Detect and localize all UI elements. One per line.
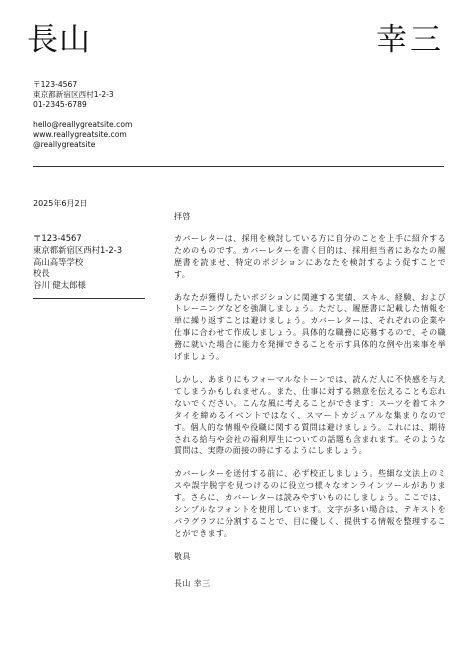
letter-signature: 長山 幸三	[174, 578, 211, 588]
sender-phone: 01-2345-6789	[33, 100, 87, 110]
sender-website[interactable]: www.reallygreatsite.com	[33, 130, 127, 140]
letter-body	[174, 211, 446, 590]
given-name: 幸三	[376, 22, 444, 58]
recipient-block	[33, 233, 122, 292]
sender-address: 東京都新宿区西村1-2-3	[33, 90, 114, 100]
letter-closing: 敬具	[174, 551, 191, 561]
letter-date: 2025年6月2日	[33, 199, 88, 208]
letter-paragraph: カバーレターを送付する前に、必ず校正しましょう。些細な文法上のミスや誤字脱字を見つけるのに役立つ様々なオンラインツールがあります。さらに、カバーレターは読みやすいものにしましょう。ここでは、シンプルなフォントを使用しています。文字が多い場合は、テキストをパラグラフに分割することで、目に優しく、提供する情報を整理することができます。	[174, 469, 446, 538]
letter-paragraph: カバーレターは、採用を検討している方に自分のことを上手に紹介するためのものです。カバーレターを書く目的は、採用担当者にあなたの履歴書を読ませ、特定のポジションにあなたを検討するよう促すことです。	[174, 233, 446, 279]
recipient-name: 谷川 健太郎様	[33, 280, 86, 291]
sender-postal-code: 〒123-4567	[33, 80, 78, 89]
sender-social-handle[interactable]: @reallygreatsite	[33, 140, 96, 150]
recipient-title: 校長	[33, 268, 50, 279]
letter-salutation: 拝啓	[174, 212, 191, 221]
sender-email[interactable]: hello@reallygreatsite.com	[33, 120, 133, 129]
letter-paragraph: しかし、あまりにもフォーマルなトーンでは、読んだ人に不快感を与えてしまうかもしれません。また、仕事に対する熱意を伝えることも忘れないでください。こんな風に考えることができます：スーツを着てネクタイを締めるイベントではなく、スマートカジュアルな集まりなのです。個人的な情報や役職に関する質問は避けましょう。これには、期待される給与や会社の福利厚生についての話題も含まれます。そのような質問は、実際の面接の時にするようにしましょう。	[174, 374, 446, 456]
recipient-postal-code: 〒123-4567	[33, 233, 82, 243]
recipient-address: 東京都新宿区西村1-2-3	[33, 244, 123, 255]
recipient-school: 高山高等学校	[33, 256, 84, 267]
sender-online-block	[33, 120, 132, 151]
header-divider	[33, 166, 444, 167]
letter-paragraph: あなたが獲得したいポジションに関連する実績、スキル、経験、およびトレーニングなどを強調しましょう。ただし、履歴書に記載した情報を単に繰り返すことは避けましょう。カバーレターは、それぞれの企業や仕事に合わせて作成しましょう。具体的な職務に応募するので、その職務に就いた場合に能力を発揮できることを示す具体的な例や出来事を挙げましょう。	[174, 292, 446, 362]
sender-contact-block	[33, 80, 114, 111]
family-name: 長山	[27, 22, 91, 58]
recipient-divider	[33, 298, 145, 299]
